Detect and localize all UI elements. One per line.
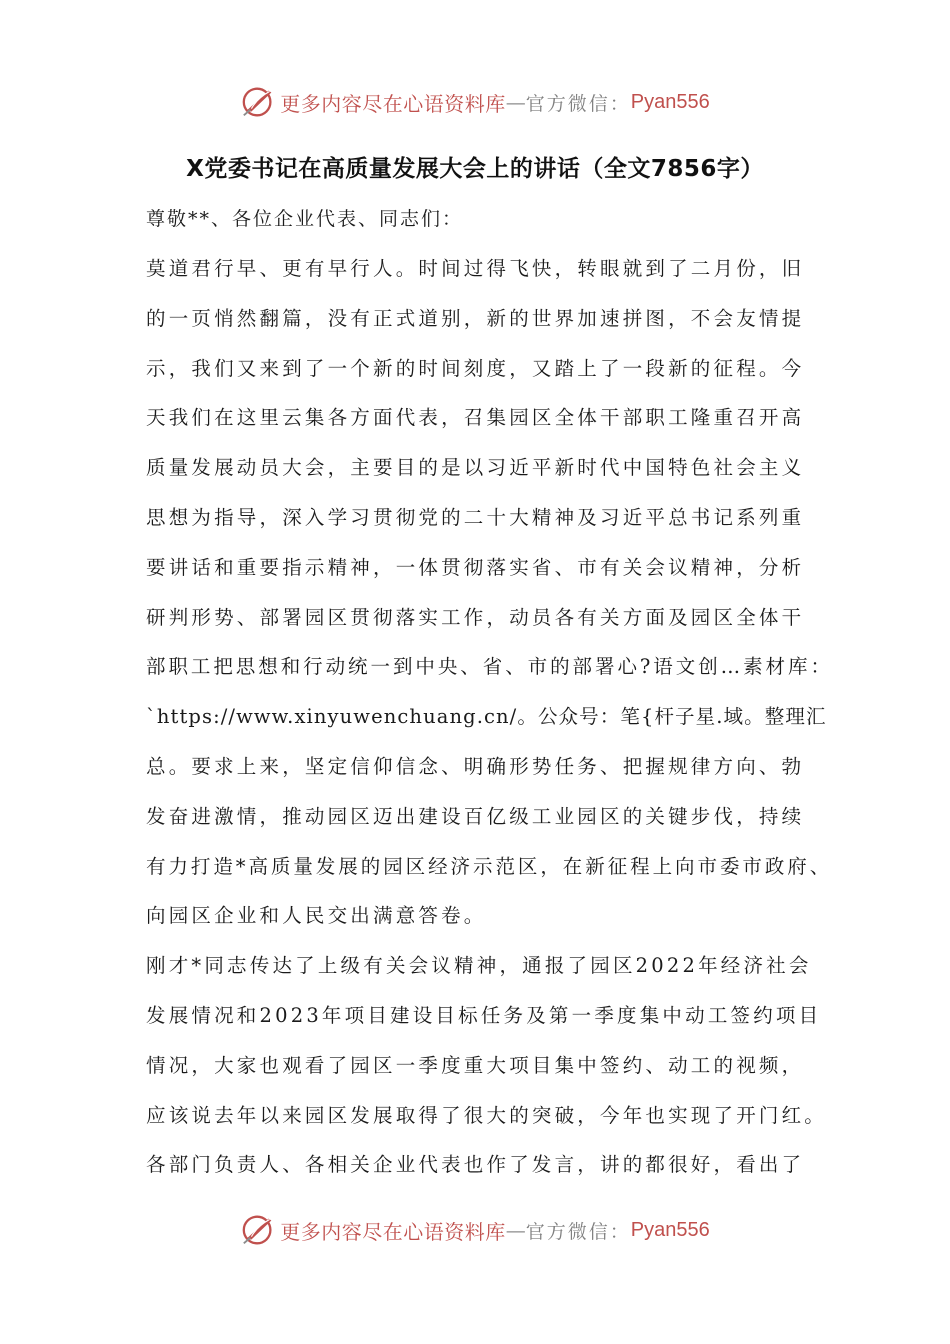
banner-dash: —	[505, 1218, 526, 1242]
header-banner	[0, 82, 950, 122]
body-line: 思想为指导，深入学习贯彻党的二十大精神及习近平总书记系列重	[146, 506, 805, 529]
quill-logo-icon	[240, 1211, 278, 1249]
banner-wechat-label: 官方微信：	[525, 1220, 631, 1243]
footer-banner	[0, 1210, 950, 1250]
body-line: 研判形势、部署园区贯彻落实工作，动员各有关方面及园区全体干	[146, 605, 805, 629]
banner-wechat-label: 官方微信：	[525, 92, 631, 115]
body-line: 刚才*同志传达了上级有关会议精神，通报了园区2022年经济社会	[146, 954, 812, 978]
body-line: 向园区企业和人民交出满意答卷。	[146, 904, 487, 928]
body-line: 天我们在这里云集各方面代表，召集园区全体干部职工隆重召开高	[146, 406, 805, 430]
body-line: 发展情况和2023年项目建设目标任务及第一季度集中动工签约项目	[146, 1004, 822, 1027]
body-line: 各部门负责人、各相关企业代表也作了发言，讲的都很好，看出了	[146, 1153, 805, 1177]
document-title: X党委书记在高质量发展大会上的讲话（全文7856字）	[186, 156, 764, 182]
body-line: 总。要求上来，坚定信仰信念、明确形势任务、把握规律方向、勃	[146, 755, 805, 778]
body-line: 的一页悄然翻篇，没有正式道别，新的世界加速拼图，不会友情提	[146, 306, 805, 330]
banner-wechat-id: Pyan556	[630, 90, 710, 113]
body-line: 有力打造*高质量发展的园区经济示范区，在新征程上向市委市政府、	[146, 854, 833, 878]
body-line: 示，我们又来到了一个新的时间刻度，又踏上了一段新的征程。今	[146, 356, 805, 380]
body-line: 应该说去年以来园区发展取得了很大的突破，今年也实现了开门红。	[146, 1103, 828, 1127]
body-line: 质量发展动员大会，主要目的是以习近平新时代中国特色社会主义	[146, 456, 805, 480]
body-line: 部职工把思想和行动统一到中央、省、市的部署心?语文创…素材库：	[146, 655, 833, 679]
quill-logo-icon	[240, 83, 278, 121]
body-line: `https://www.xinyuwenchuang.cn/。公众号：笔{杆子星.域。整理汇	[146, 705, 827, 729]
banner-site-text: 更多内容尽在心语资料库	[280, 1219, 506, 1244]
banner-site-text: 更多内容尽在心语资料库	[280, 91, 506, 116]
salutation: 尊敬**、各位企业代表、同志们：	[146, 208, 464, 230]
body-line: 要讲话和重要指示精神，一体贯彻落实省、市有关会议精神，分析	[146, 555, 805, 579]
body-line: 莫道君行早、更有早行人。时间过得飞快，转眼就到了二月份，旧	[146, 257, 805, 280]
body-line: 发奋进激情，推动园区迈出建设百亿级工业园区的关键步伐，持续	[146, 804, 805, 828]
body-line: 情况，大家也观看了园区一季度重大项目集中签约、动工的视频，	[146, 1053, 805, 1077]
banner-wechat-id: Pyan556	[630, 1218, 710, 1241]
banner-dash: —	[505, 90, 526, 114]
